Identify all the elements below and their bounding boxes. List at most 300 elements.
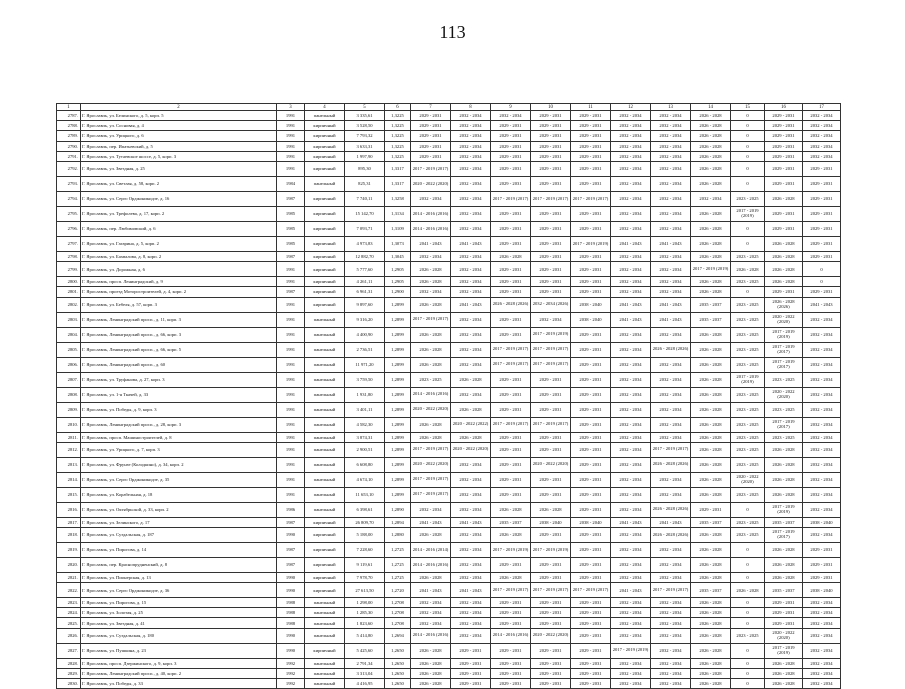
table-cell: Г. Ярославль, Ленинградский просп., д. 40, корп. 2 xyxy=(81,668,277,678)
table-row xyxy=(57,557,841,572)
table-cell: 2032 - 2034 xyxy=(451,572,491,582)
table-cell: 895,30 xyxy=(345,161,385,176)
table-cell: 2803. xyxy=(57,312,81,327)
table-cell: панельный xyxy=(305,679,345,689)
table-cell: 2026 - 2028 (2026) xyxy=(491,297,531,312)
table-cell: 2017 - 2019 (2017) xyxy=(411,161,451,176)
table-cell: 2029 - 2031 xyxy=(531,111,571,121)
table-cell: 6 608,80 xyxy=(345,457,385,472)
table-cell: 2029 - 2031 xyxy=(531,141,571,151)
table-cell: 2032 - 2034 xyxy=(651,251,691,261)
table-cell: 2032 - 2034 xyxy=(651,176,691,191)
table-cell: 2032 - 2034 xyxy=(451,527,491,542)
table-cell: 2017 - 2019 (2017) xyxy=(411,312,451,327)
table-row xyxy=(57,658,841,668)
table-cell: 1,2899 xyxy=(385,417,411,432)
table-cell: 1,3258 xyxy=(385,191,411,206)
table-cell: 2014 - 2016 (2014) xyxy=(411,542,451,557)
table-cell: 2035 - 2037 xyxy=(765,583,803,598)
table-cell: Г. Ярославль, ул. Зелинского, д. 17 xyxy=(81,517,277,527)
table-cell: 2041 - 2043 xyxy=(451,297,491,312)
table-cell: 1,2899 xyxy=(385,457,411,472)
table-cell: Г. Ярославль, ул. 1-я Ткачей, д. 33 xyxy=(81,387,277,402)
table-cell: 2026 - 2028 xyxy=(691,457,731,472)
table-cell: 1,3225 xyxy=(385,131,411,141)
column-header: 2 xyxy=(81,104,277,111)
table-cell: 2 736,51 xyxy=(345,342,385,357)
table-cell: 1,2894 xyxy=(385,517,411,527)
table-cell: 2032 - 2034 xyxy=(611,432,651,442)
table-cell: 2029 - 2031 xyxy=(765,131,803,141)
table-cell: 2026 - 2028 xyxy=(691,327,731,342)
table-cell: 5 777,60 xyxy=(345,262,385,277)
table-cell: 1990 xyxy=(277,643,305,658)
table-cell: 2825. xyxy=(57,618,81,628)
table-cell: 2029 - 2031 xyxy=(571,658,611,668)
table-cell: 2032 - 2034 xyxy=(611,668,651,678)
table-cell: 2029 - 2031 xyxy=(531,121,571,131)
table-cell: 1991 xyxy=(277,312,305,327)
table-cell: панельный xyxy=(305,387,345,402)
table-cell: 2032 - 2034 xyxy=(803,527,841,542)
table-cell: 2828. xyxy=(57,658,81,668)
table-cell: 2029 - 2031 xyxy=(531,557,571,572)
table-cell: 1991 xyxy=(277,342,305,357)
table-cell: 2026 - 2028 xyxy=(491,502,531,517)
table-cell: 2041 - 2043 xyxy=(451,517,491,527)
table-cell: панельный xyxy=(305,472,345,487)
table-cell: 2026 - 2028 xyxy=(691,542,731,557)
table-cell: 2032 - 2034 xyxy=(451,608,491,618)
table-cell: 2020 - 2022 (2020) xyxy=(765,628,803,643)
table-cell: панельный xyxy=(305,417,345,432)
table-row xyxy=(57,387,841,402)
table-cell: 2032 - 2034 xyxy=(411,608,451,618)
table-cell: 2811. xyxy=(57,432,81,442)
table-cell: 1990 xyxy=(277,583,305,598)
table-cell: 2017 - 2019 (2019) xyxy=(491,542,531,557)
table-cell: 2017 - 2019 (2019) xyxy=(765,327,803,342)
table-cell: 2023 - 2025 xyxy=(731,527,765,542)
table-cell: 2029 - 2031 xyxy=(571,542,611,557)
table-cell: 2032 - 2034 xyxy=(611,357,651,372)
table-cell: 2032 - 2034 xyxy=(411,598,451,608)
table-cell: Г. Ярославль, проезд Моторостроителей, д. 4, корп. 2 xyxy=(81,287,277,297)
table-cell: Г. Ярославль, ул. Трефолева, д. 17, корп. 2 xyxy=(81,206,277,221)
table-cell: кирпичный xyxy=(305,121,345,131)
table-cell: 2032 - 2034 xyxy=(803,121,841,131)
table-cell: 2804. xyxy=(57,327,81,342)
table-cell: 2032 - 2034 xyxy=(411,618,451,628)
table-cell: 2032 - 2034 xyxy=(451,387,491,402)
table-cell: 2026 - 2028 xyxy=(691,387,731,402)
table-cell: 2029 - 2031 xyxy=(803,176,841,191)
table-cell: 2032 - 2034 xyxy=(651,417,691,432)
table-cell: 2017 - 2019 (2017) xyxy=(491,357,531,372)
table-cell: 2032 - 2034 (2026) xyxy=(531,297,571,312)
table-cell: 6 961,31 xyxy=(345,287,385,297)
column-header: 9 xyxy=(491,104,531,111)
table-row xyxy=(57,618,841,628)
table-body xyxy=(57,104,841,689)
table-cell: 2794. xyxy=(57,191,81,206)
table-cell: 1 997,90 xyxy=(345,151,385,161)
table-cell: 2032 - 2034 xyxy=(611,206,651,221)
table-cell: 1991 xyxy=(277,442,305,457)
table-cell: 2029 - 2031 xyxy=(803,221,841,236)
table-cell: 2029 - 2031 xyxy=(411,121,451,131)
table-cell: 2029 - 2031 xyxy=(531,658,571,668)
table-cell: Г. Ярославль, пер. Любимовский, д. 6 xyxy=(81,221,277,236)
table-row xyxy=(57,111,841,121)
table-cell: 2029 - 2031 xyxy=(765,618,803,628)
table-cell: 2823. xyxy=(57,598,81,608)
table-cell: 2023 - 2025 xyxy=(731,417,765,432)
table-cell: кирпичный xyxy=(305,236,345,251)
table-cell: 2029 - 2031 xyxy=(531,251,571,261)
table-cell: 2017 - 2019 (2017) xyxy=(765,357,803,372)
table-cell: 2026 - 2028 xyxy=(691,161,731,176)
table-cell: 2017 - 2019 (2017) xyxy=(765,417,803,432)
table-cell: 2023 - 2025 xyxy=(765,372,803,387)
table-cell: 2029 - 2031 xyxy=(491,618,531,628)
table-cell: 2032 - 2034 xyxy=(803,151,841,161)
table-cell: 2029 - 2031 xyxy=(491,487,531,502)
table-row xyxy=(57,176,841,191)
table-cell: 2032 - 2034 xyxy=(611,161,651,176)
table-cell: 1987 xyxy=(277,557,305,572)
table-cell: 2026 - 2028 xyxy=(765,542,803,557)
table-cell: 2029 - 2031 xyxy=(571,417,611,432)
table-cell: 1,3045 xyxy=(385,251,411,261)
table-cell: 2032 - 2034 xyxy=(451,277,491,287)
table-cell: 2026 - 2028 xyxy=(765,658,803,668)
table-row xyxy=(57,442,841,457)
table-cell: 2032 - 2034 xyxy=(451,141,491,151)
table-cell: 2029 - 2031 xyxy=(571,618,611,628)
table-cell: Г. Ярославль, ул. Фрунзе (Колодкино), д. 34, корп. 2 xyxy=(81,457,277,472)
table-row xyxy=(57,517,841,527)
table-cell: 2032 - 2034 xyxy=(611,342,651,357)
column-header: 15 xyxy=(731,104,765,111)
table-cell: 2017 - 2019 (2017) xyxy=(411,442,451,457)
table-cell: 2029 - 2031 xyxy=(491,668,531,678)
table-cell: 2029 - 2031 xyxy=(491,151,531,161)
table-cell: 2029 - 2031 xyxy=(803,251,841,261)
table-cell: 2029 - 2031 xyxy=(491,327,531,342)
table-cell: 2029 - 2031 xyxy=(571,432,611,442)
table-cell: Г. Ярославль, ул. Урицкого, д. 7, корп. 3 xyxy=(81,442,277,457)
table-cell: 2029 - 2031 xyxy=(411,131,451,141)
table-cell: 2032 - 2034 xyxy=(451,287,491,297)
table-row xyxy=(57,297,841,312)
table-cell: 2026 - 2028 xyxy=(765,251,803,261)
table-cell: 2029 - 2031 xyxy=(491,206,531,221)
table-cell: 1985 xyxy=(277,236,305,251)
table-cell: кирпичный xyxy=(305,297,345,312)
table-cell: 2026 - 2028 xyxy=(531,502,571,517)
table-cell: Г. Ярославль, ул. Пушкина, д. 23 xyxy=(81,643,277,658)
table-cell: 2035 - 2037 xyxy=(691,583,731,598)
table-cell: 2026 - 2028 xyxy=(691,251,731,261)
table-cell: 2790. xyxy=(57,141,81,151)
table-cell: 2032 - 2034 xyxy=(651,191,691,206)
table-cell: 2041 - 2043 xyxy=(451,236,491,251)
table-cell: 2032 - 2034 xyxy=(651,628,691,643)
table-cell: 2788. xyxy=(57,121,81,131)
table-cell: 2029 - 2031 xyxy=(571,372,611,387)
column-header: 5 xyxy=(345,104,385,111)
table-cell: 2032 - 2034 xyxy=(803,312,841,327)
table-cell: 2029 - 2031 xyxy=(491,221,531,236)
table-row xyxy=(57,357,841,372)
table-cell: 2814. xyxy=(57,472,81,487)
table-row xyxy=(57,151,841,161)
table-cell: 4 674,10 xyxy=(345,472,385,487)
table-cell: 2029 - 2031 xyxy=(571,357,611,372)
column-header: 1 xyxy=(57,104,81,111)
table-cell: 2026 - 2028 xyxy=(411,417,451,432)
table-cell: панельный xyxy=(305,618,345,628)
table-cell: 2026 - 2028 xyxy=(691,176,731,191)
table-cell: 2032 - 2034 xyxy=(691,191,731,206)
table-cell: 2817. xyxy=(57,517,81,527)
table-cell: 2014 - 2016 (2016) xyxy=(411,387,451,402)
table-cell: 3 633,31 xyxy=(345,141,385,151)
table-cell: 2029 - 2031 xyxy=(491,262,531,277)
column-header: 6 xyxy=(385,104,411,111)
table-cell: 0 xyxy=(731,161,765,176)
table-cell: 2026 - 2028 xyxy=(765,262,803,277)
table-cell: 2026 - 2028 xyxy=(765,457,803,472)
table-cell: 2017 - 2019 (2017) xyxy=(531,191,571,206)
column-header: 17 xyxy=(803,104,841,111)
table-cell: 2032 - 2034 xyxy=(651,387,691,402)
table-cell: 2029 - 2031 xyxy=(531,432,571,442)
table-cell: 2032 - 2034 xyxy=(651,643,691,658)
table-cell: 2026 - 2028 xyxy=(411,658,451,668)
table-cell: 2029 - 2031 xyxy=(491,312,531,327)
table-cell: 1991 xyxy=(277,151,305,161)
table-cell: 0 xyxy=(731,608,765,618)
table-cell: 2032 - 2034 xyxy=(451,111,491,121)
table-cell: 1,2725 xyxy=(385,572,411,582)
table-cell: 1991 xyxy=(277,327,305,342)
table-cell: 2032 - 2034 xyxy=(451,598,491,608)
table-cell: 12 882,70 xyxy=(345,251,385,261)
table-cell: 2023 - 2025 xyxy=(731,628,765,643)
table-cell: 2032 - 2034 xyxy=(651,618,691,628)
table-cell: 1987 xyxy=(277,251,305,261)
table-cell: 2017 - 2019 (2019) xyxy=(765,643,803,658)
table-cell: 2026 - 2028 xyxy=(411,668,451,678)
table-cell: 2029 - 2031 xyxy=(531,387,571,402)
table-cell: 3 335,61 xyxy=(345,111,385,121)
table-cell: 2830. xyxy=(57,679,81,689)
table-row xyxy=(57,372,841,387)
table-cell: 2023 - 2025 xyxy=(765,402,803,417)
table-cell: 2029 - 2031 xyxy=(803,557,841,572)
table-cell: 2029 - 2031 xyxy=(411,111,451,121)
table-cell: 2032 - 2034 xyxy=(451,542,491,557)
table-cell: 0 xyxy=(731,679,765,689)
table-cell: 1,2694 xyxy=(385,628,411,643)
table-cell: 2026 - 2028 xyxy=(691,372,731,387)
table-cell: 2029 - 2031 xyxy=(571,572,611,582)
table-cell: 2029 - 2031 xyxy=(491,432,531,442)
table-cell: 2020 - 2022 (2020) xyxy=(765,387,803,402)
table-cell: 2029 - 2031 xyxy=(571,402,611,417)
table-cell: 1991 xyxy=(277,472,305,487)
table-cell: 2017 - 2019 (2019) xyxy=(531,327,571,342)
table-cell: 2023 - 2025 xyxy=(731,387,765,402)
table-cell: Г. Ярославль, ул. Светлая, д. 58, корп. 2 xyxy=(81,176,277,191)
table-cell: 1,3317 xyxy=(385,161,411,176)
table-cell: 2032 - 2034 xyxy=(803,357,841,372)
table-cell: 1,2899 xyxy=(385,312,411,327)
table-cell: 1991 xyxy=(277,417,305,432)
table-cell: 2029 - 2031 xyxy=(491,472,531,487)
table-cell: Г. Ярославль, ул. Звездная, д. 25 xyxy=(81,161,277,176)
table-cell: 2017 - 2019 (2017) xyxy=(411,472,451,487)
table-cell: 2020 - 2022 (2020) xyxy=(531,628,571,643)
table-cell: 2029 - 2031 xyxy=(531,151,571,161)
table-cell: 1984 xyxy=(277,176,305,191)
table-cell: 1991 xyxy=(277,121,305,131)
table-cell: кирпичный xyxy=(305,161,345,176)
table-cell: панельный xyxy=(305,357,345,372)
table-cell: 2029 - 2031 xyxy=(491,658,531,668)
table-cell: 2032 - 2034 xyxy=(651,432,691,442)
table-cell: панельный xyxy=(305,327,345,342)
column-header: 10 xyxy=(531,104,571,111)
table-cell: 2029 - 2031 xyxy=(803,191,841,206)
table-cell: 2029 - 2031 xyxy=(691,502,731,517)
table-cell: 2032 - 2034 xyxy=(451,121,491,131)
table-cell: Г. Ярославль, ул. Гагарина, д. 5, корп. 2 xyxy=(81,236,277,251)
table-cell: 2041 - 2043 xyxy=(411,583,451,598)
table-cell: 2032 - 2034 xyxy=(803,618,841,628)
table-cell: 2032 - 2034 xyxy=(451,131,491,141)
table-cell: панельный xyxy=(305,658,345,668)
table-cell: Г. Ярославль, Ленинградский просп., д. 28, корп. 3 xyxy=(81,417,277,432)
table-cell: 2032 - 2034 xyxy=(611,176,651,191)
table-row xyxy=(57,668,841,678)
table-cell: 2032 - 2034 xyxy=(651,221,691,236)
table-cell: 2029 - 2031 xyxy=(765,221,803,236)
table-cell: 2032 - 2034 xyxy=(611,502,651,517)
table-cell: 2032 - 2034 xyxy=(651,658,691,668)
table-cell: 2026 - 2028 xyxy=(691,111,731,121)
table-cell: 2029 - 2031 xyxy=(491,598,531,608)
table-cell: Г. Ярославль, ул. Труфанова, д. 27, корп. 3 xyxy=(81,372,277,387)
table-cell: 0 xyxy=(731,236,765,251)
table-cell: 2029 - 2031 xyxy=(491,121,531,131)
table-cell: 2017 - 2019 (2019) xyxy=(765,502,803,517)
table-cell: 2032 - 2034 xyxy=(451,487,491,502)
table-cell: 2014 - 2016 (2016) xyxy=(411,628,451,643)
table-cell: панельный xyxy=(305,668,345,678)
table-cell: 15 142,70 xyxy=(345,206,385,221)
table-cell: 2026 - 2028 xyxy=(411,643,451,658)
table-cell: кирпичный xyxy=(305,277,345,287)
table-cell: 2029 - 2031 xyxy=(571,251,611,261)
table-cell: панельный xyxy=(305,442,345,457)
table-row xyxy=(57,679,841,689)
table-row xyxy=(57,287,841,297)
table-cell: 2032 - 2034 xyxy=(651,598,691,608)
table-cell: 2032 - 2034 xyxy=(451,191,491,206)
table-row xyxy=(57,432,841,442)
table-row xyxy=(57,572,841,582)
table-cell: кирпичный xyxy=(305,151,345,161)
table-cell: 0 xyxy=(731,668,765,678)
table-cell: 2029 - 2031 xyxy=(491,387,531,402)
table-cell: 2797. xyxy=(57,236,81,251)
table-cell: 2035 - 2037 xyxy=(691,297,731,312)
table-cell: 5 414,80 xyxy=(345,628,385,643)
table-cell: 2032 - 2034 xyxy=(651,542,691,557)
table-cell: 2017 - 2019 (2017) xyxy=(491,583,531,598)
table-cell: 1,3225 xyxy=(385,121,411,131)
table-cell: 2032 - 2034 xyxy=(651,151,691,161)
table-cell: 2029 - 2031 xyxy=(531,442,571,457)
table-cell: 2017 - 2019 (2017) xyxy=(765,527,803,542)
table-cell: 5 188,00 xyxy=(345,527,385,542)
table-cell: 2023 - 2025 xyxy=(731,342,765,357)
table-cell: Г. Ярославль, ул. Бахвалова, д. 8, корп. 2 xyxy=(81,251,277,261)
table-cell: 2026 - 2028 xyxy=(765,442,803,457)
table-cell: 2 791,34 xyxy=(345,658,385,668)
table-cell: 1,3073 xyxy=(385,236,411,251)
table-cell: 2809. xyxy=(57,402,81,417)
table-cell: 2032 - 2034 xyxy=(803,457,841,472)
table-cell: 2029 - 2031 xyxy=(765,121,803,131)
table-cell: 2029 - 2031 xyxy=(571,206,611,221)
table-cell: 2032 - 2034 xyxy=(451,206,491,221)
table-cell: 2813. xyxy=(57,457,81,472)
table-cell: 2032 - 2034 xyxy=(451,342,491,357)
table-cell: 2020 - 2022 (2020) xyxy=(731,472,765,487)
table-cell: 2017 - 2019 (2019) xyxy=(531,542,571,557)
table-cell: 2032 - 2034 xyxy=(451,221,491,236)
table-cell: 2026 - 2028 xyxy=(691,206,731,221)
table-cell: 2029 - 2031 xyxy=(571,442,611,457)
table-cell: панельный xyxy=(305,312,345,327)
table-cell: 0 xyxy=(731,151,765,161)
table-cell: 2023 - 2025 xyxy=(731,432,765,442)
table-cell: 2799. xyxy=(57,262,81,277)
table-cell: 2032 - 2034 xyxy=(451,161,491,176)
table-cell: 2041 - 2043 xyxy=(611,236,651,251)
table-cell: Г. Ярославль, просп. Дзержинского, д. 9, корп. 3 xyxy=(81,658,277,668)
table-cell: 3 528,50 xyxy=(345,121,385,131)
table-cell: 0 xyxy=(731,658,765,668)
table-cell: 9 897,60 xyxy=(345,297,385,312)
table-cell: 2029 - 2031 xyxy=(803,572,841,582)
table-cell: 2023 - 2025 xyxy=(731,312,765,327)
table-cell: 2026 - 2028 (2026) xyxy=(651,457,691,472)
table-cell: 1,2899 xyxy=(385,297,411,312)
table-cell: 2029 - 2031 xyxy=(531,608,571,618)
table-cell: 2026 - 2028 xyxy=(691,598,731,608)
table-cell: 1,2899 xyxy=(385,372,411,387)
table-cell: 2032 - 2034 xyxy=(611,287,651,297)
table-cell: 0 xyxy=(731,598,765,608)
table-cell: 2032 - 2034 xyxy=(451,251,491,261)
table-cell: 2026 - 2028 xyxy=(691,287,731,297)
table-cell: 2035 - 2037 xyxy=(491,517,531,527)
